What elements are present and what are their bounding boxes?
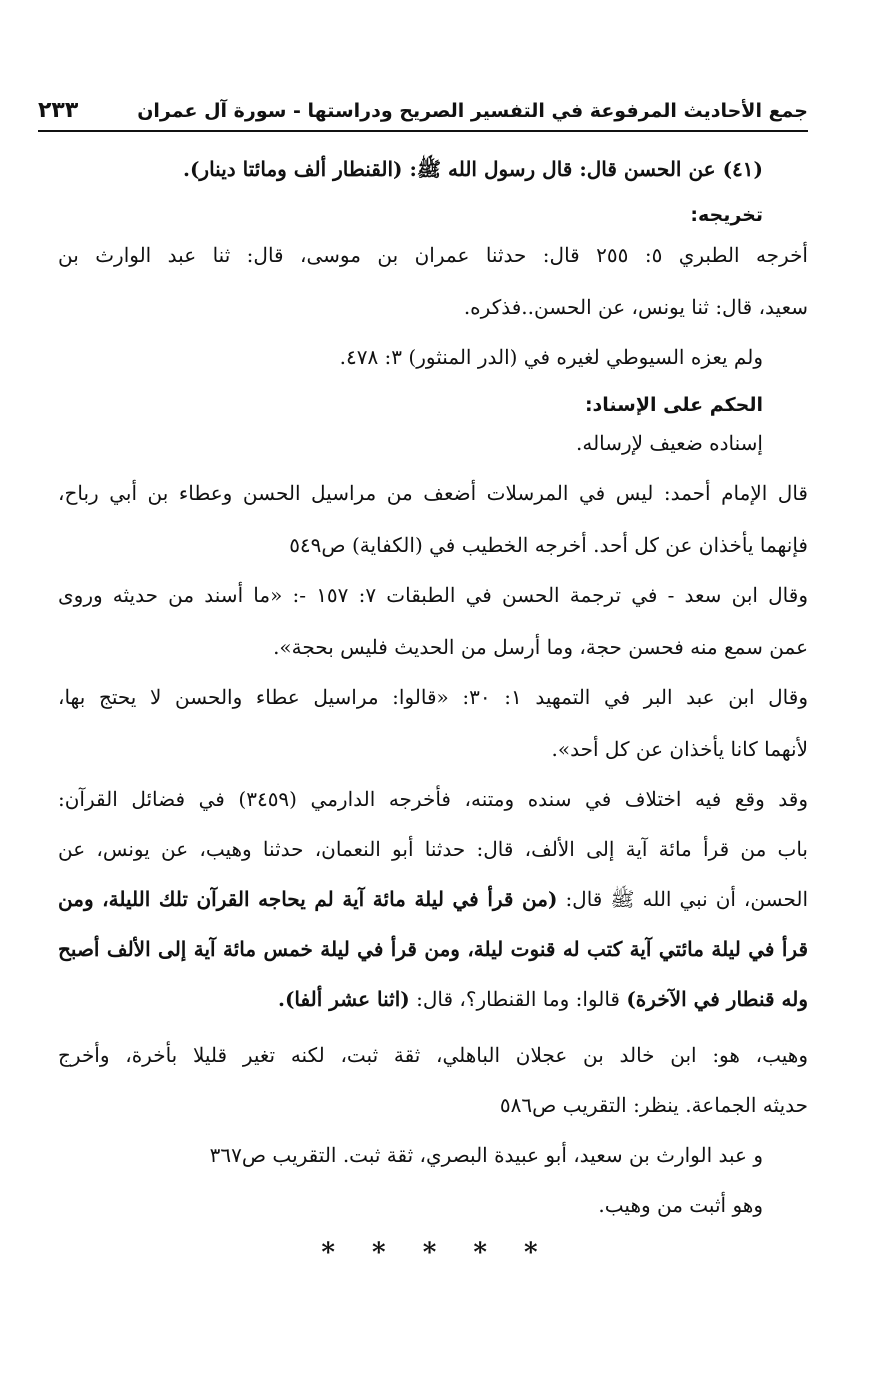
hadith-quote: (اثنا عشر ألفا). <box>278 987 410 1011</box>
paragraph-line: إسناده ضعيف لإرساله. <box>575 431 763 455</box>
section-separator: * * * * * <box>321 1238 552 1268</box>
paragraph-line: ولم يعزه السيوطي لغيره في (الدر المنثور) ٣: ٤٧٨. <box>339 345 763 369</box>
paragraph-line <box>58 884 808 914</box>
paragraph-line: وقال ابن سعد - في ترجمة الحسن في الطبقات ٧: ١٥٧ -: «ما أسند من حديثه وروى <box>58 583 808 607</box>
hadith-quote: قرأ في ليلة مائتي آية كتب له قنوت ليلة، ومن قرأ في ليلة خمس مائة آية إلى الألف أصبح <box>58 937 808 961</box>
paragraph-line: وقال ابن عبد البر في التمهيد ١: ٣٠: «قالوا: مراسيل عطاء والحسن لا يحتج بها، <box>58 685 808 709</box>
page-number: ٢٣٣ <box>38 98 79 123</box>
hadith-quote: (من قرأ في ليلة مائة آية لم يحاجه القرآن تلك الليلة، ومن <box>58 887 558 911</box>
paragraph-line: فإنهما يأخذان عن كل أحد. أخرجه الخطيب في (الكفاية) ص٥٤٩ <box>289 533 808 557</box>
paragraph-line: لأنهما كانا يأخذان عن كل أحد». <box>551 737 808 761</box>
running-header <box>38 96 808 132</box>
line-text: قالوا: وما القنطار؟، قال: <box>409 987 627 1011</box>
paragraph-line: عمن سمع منه فحسن حجة، وما أرسل من الحديث فليس بحجة». <box>273 635 808 659</box>
paragraph-line: أخرجه الطبري ٥: ٢٥٥ قال: حدثنا عمران بن موسى، قال: ثنا عبد الوارث بن <box>58 243 808 267</box>
section-heading-takhrij: تخريجه: <box>690 204 763 226</box>
paragraph-line: وقد وقع فيه اختلاف في سنده ومتنه، فأخرجه الدارمي (٣٤٥٩) في فضائل القرآن: <box>58 787 808 811</box>
section-heading-hukm: الحكم على الإسناد: <box>584 394 763 416</box>
paragraph-line <box>58 984 808 1014</box>
paragraph-line: قال الإمام أحمد: ليس في المرسلات أضعف من مراسيل الحسن وعطاء بن أبي رباح، <box>58 481 808 505</box>
paragraph-line: سعيد، قال: ثنا يونس، عن الحسن..فذكره. <box>463 295 808 319</box>
line-text: الحسن، أن نبي الله ﷺ قال: <box>557 887 808 911</box>
paragraph-line: وهيب، هو: ابن خالد بن عجلان الباهلي، ثقة ثبت، لكنه تغير قليلا بأخرة، وأخرج <box>58 1043 808 1067</box>
hadith-quote: وله قنطار في الآخرة) <box>626 987 808 1011</box>
book-title: جمع الأحاديث المرفوعة في التفسير الصريح ودراستها - سورة آل عمران <box>137 100 808 122</box>
paragraph-line: و عبد الوارث بن سعيد، أبو عبيدة البصري، ثقة ثبت. التقريب ص٣٦٧ <box>209 1143 763 1167</box>
hadith-41-text: (٤١) عن الحسن قال: قال رسول الله ﷺ: (القنطار ألف ومائتا دينار). <box>183 157 763 181</box>
paragraph-line: حديثه الجماعة. ينظر: التقريب ص٥٨٦ <box>499 1093 808 1117</box>
paragraph-line: باب من قرأ مائة آية إلى الألف، قال: حدثنا أبو النعمان، حدثنا وهيب، عن يونس، عن <box>58 837 808 861</box>
paragraph-line: وهو أثبت من وهيب. <box>598 1193 763 1217</box>
